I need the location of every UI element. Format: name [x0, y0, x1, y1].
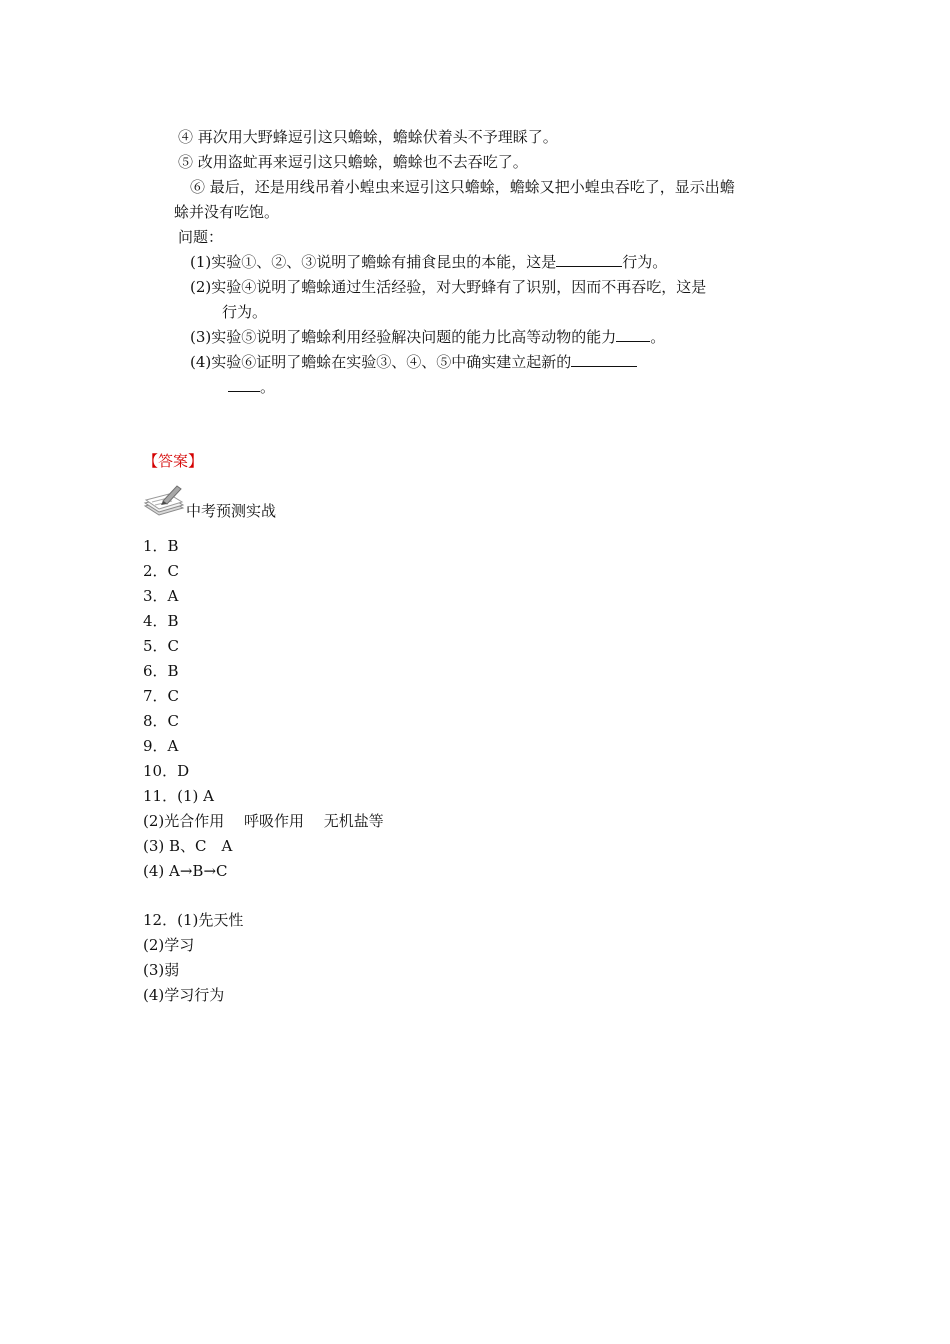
answer-item: (2)光合作用 呼吸作用 无机盐等 [143, 812, 384, 830]
answer-item: (4) A→B→C [143, 862, 228, 880]
answer-item: 1．B [143, 537, 179, 555]
answer-item: 10．D [143, 762, 190, 780]
answer-item: 5．C [143, 637, 180, 655]
question-1 [190, 252, 667, 272]
question-4-suffix: 。 [260, 378, 276, 396]
question-2-line-2: 行为。 [222, 303, 268, 321]
question-4-text: (4)实验⑥证明了蟾蜍在实验③、④、⑤中确实建立起新的 [190, 353, 572, 371]
question-2-line-1: (2)实验④说明了蟾蜍通过生活经验，对大野蜂有了识别，因而不再吞吃，这是 [190, 278, 707, 296]
answer-item: 6．B [143, 662, 179, 680]
questions-heading: 问题： [178, 228, 224, 246]
answer-item: 12．(1)先天性 [143, 911, 244, 929]
question-3-text: (3)实验⑤说明了蟾蜍利用经验解决问题的能力比高等动物的能力 [190, 328, 617, 346]
answer-item: 3．A [143, 587, 179, 605]
question-1-text: (1)实验①、②、③说明了蟾蜍有捕食昆虫的本能，这是 [190, 253, 557, 271]
answer-item: (4)学习行为 [143, 986, 225, 1004]
experiment-step-6-line-2: 蜍并没有吃饱。 [174, 203, 280, 221]
question-1-suffix: 行为。 [622, 253, 668, 271]
answer-item: 4．B [143, 612, 179, 630]
experiment-step-4: ④ 再次用大野蜂逗引这只蟾蜍，蟾蜍伏着头不予理睬了。 [178, 128, 558, 146]
answer-item: 2．C [143, 562, 180, 580]
answer-item: 11．(1) A [143, 787, 214, 805]
answer-item: 9．A [143, 737, 179, 755]
section-title: 中考预测实战 [186, 502, 277, 520]
experiment-step-5: ⑤ 改用盗虻再来逗引这只蟾蜍，蟾蜍也不去吞吃了。 [178, 153, 528, 171]
answer-blank [616, 327, 650, 342]
answer-item: (3) B、C A [143, 837, 233, 855]
answer-header: 【答案】 [143, 452, 204, 470]
answer-blank [571, 352, 637, 367]
question-4-continuation [228, 377, 275, 397]
answer-item: 7．C [143, 687, 180, 705]
answer-item: (2)学习 [143, 936, 195, 954]
answer-item: 8．C [143, 712, 180, 730]
answer-item: (3)弱 [143, 961, 180, 979]
answer-blank [228, 377, 260, 392]
answer-blank [556, 252, 622, 267]
book-pencil-icon [143, 484, 185, 518]
question-4 [190, 352, 637, 372]
experiment-step-6-line-1: ⑥ 最后，还是用线吊着小蝗虫来逗引这只蟾蜍，蟾蜍又把小蝗虫吞吃了，显示出蟾 [190, 178, 735, 196]
question-3 [190, 327, 665, 347]
question-3-suffix: 。 [650, 328, 666, 346]
